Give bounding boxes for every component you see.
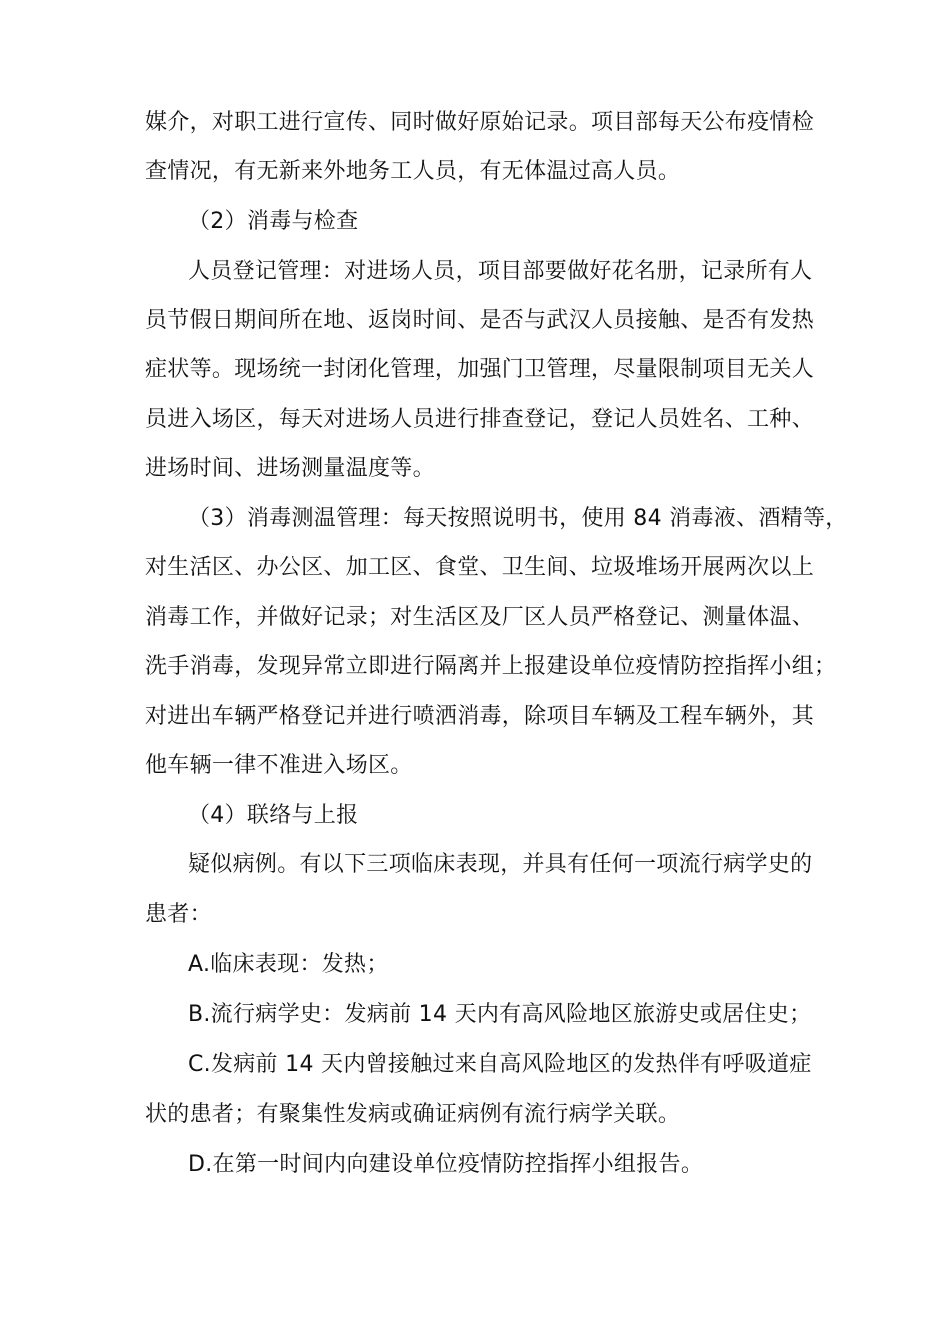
list-item-a: A.临床表现：发热； xyxy=(188,952,389,977)
list-item-b: B.流行病学史：发病前 14 天内有高风险地区旅游史或居住史； xyxy=(188,1002,812,1027)
body-text-line: 人员登记管理：对进场人员，项目部要做好花名册，记录所有人 xyxy=(188,259,813,284)
list-item-c: C.发病前 14 天内曾接触过来自高风险地区的发热伴有呼吸道症 xyxy=(188,1052,812,1077)
body-text-line: 洗手消毒，发现异常立即进行隔离并上报建设单位疫情防控指挥小组； xyxy=(145,654,837,679)
section-heading-3: （3）消毒测温管理：每天按照说明书，使用 84 消毒液、酒精等， xyxy=(188,506,848,531)
body-text-line: 消毒工作，并做好记录；对生活区及厂区人员严格登记、测量体温、 xyxy=(145,605,815,630)
section-heading-2: （2）消毒与检查 xyxy=(188,209,359,234)
body-text-line: 进场时间、进场测量温度等。 xyxy=(145,456,435,481)
section-heading-4: （4）联络与上报 xyxy=(188,803,359,828)
body-text-line: 员进入场区，每天对进场人员进行排查登记，登记人员姓名、工种、 xyxy=(145,407,815,432)
body-text-line: 媒介，对职工进行宣传、同时做好原始记录。项目部每天公布疫情检 xyxy=(145,110,815,135)
list-item-d: D.在第一时间内向建设单位疫情防控指挥小组报告。 xyxy=(188,1152,704,1177)
body-text-line: 对进出车辆严格登记并进行喷洒消毒，除项目车辆及工程车辆外，其 xyxy=(145,704,815,729)
body-text-line: 员节假日期间所在地、返岗时间、是否与武汉人员接触、是否有发热 xyxy=(145,308,815,333)
body-text-line: 患者： xyxy=(145,902,212,927)
body-text-line: 查情况，有无新来外地务工人员，有无体温过高人员。 xyxy=(145,159,681,184)
body-text-line: 对生活区、办公区、加工区、食堂、卫生间、垃圾堆场开展两次以上 xyxy=(145,555,815,580)
body-text-line: 症状等。现场统一封闭化管理，加强门卫管理，尽量限制项目无关人 xyxy=(145,357,815,382)
body-text-line: 他车辆一律不准进入场区。 xyxy=(145,753,413,778)
body-text-line: 疑似病例。有以下三项临床表现，并具有任何一项流行病学史的 xyxy=(188,852,813,877)
list-item-c-continued: 状的患者；有聚集性发病或确证病例有流行病学关联。 xyxy=(145,1102,681,1127)
